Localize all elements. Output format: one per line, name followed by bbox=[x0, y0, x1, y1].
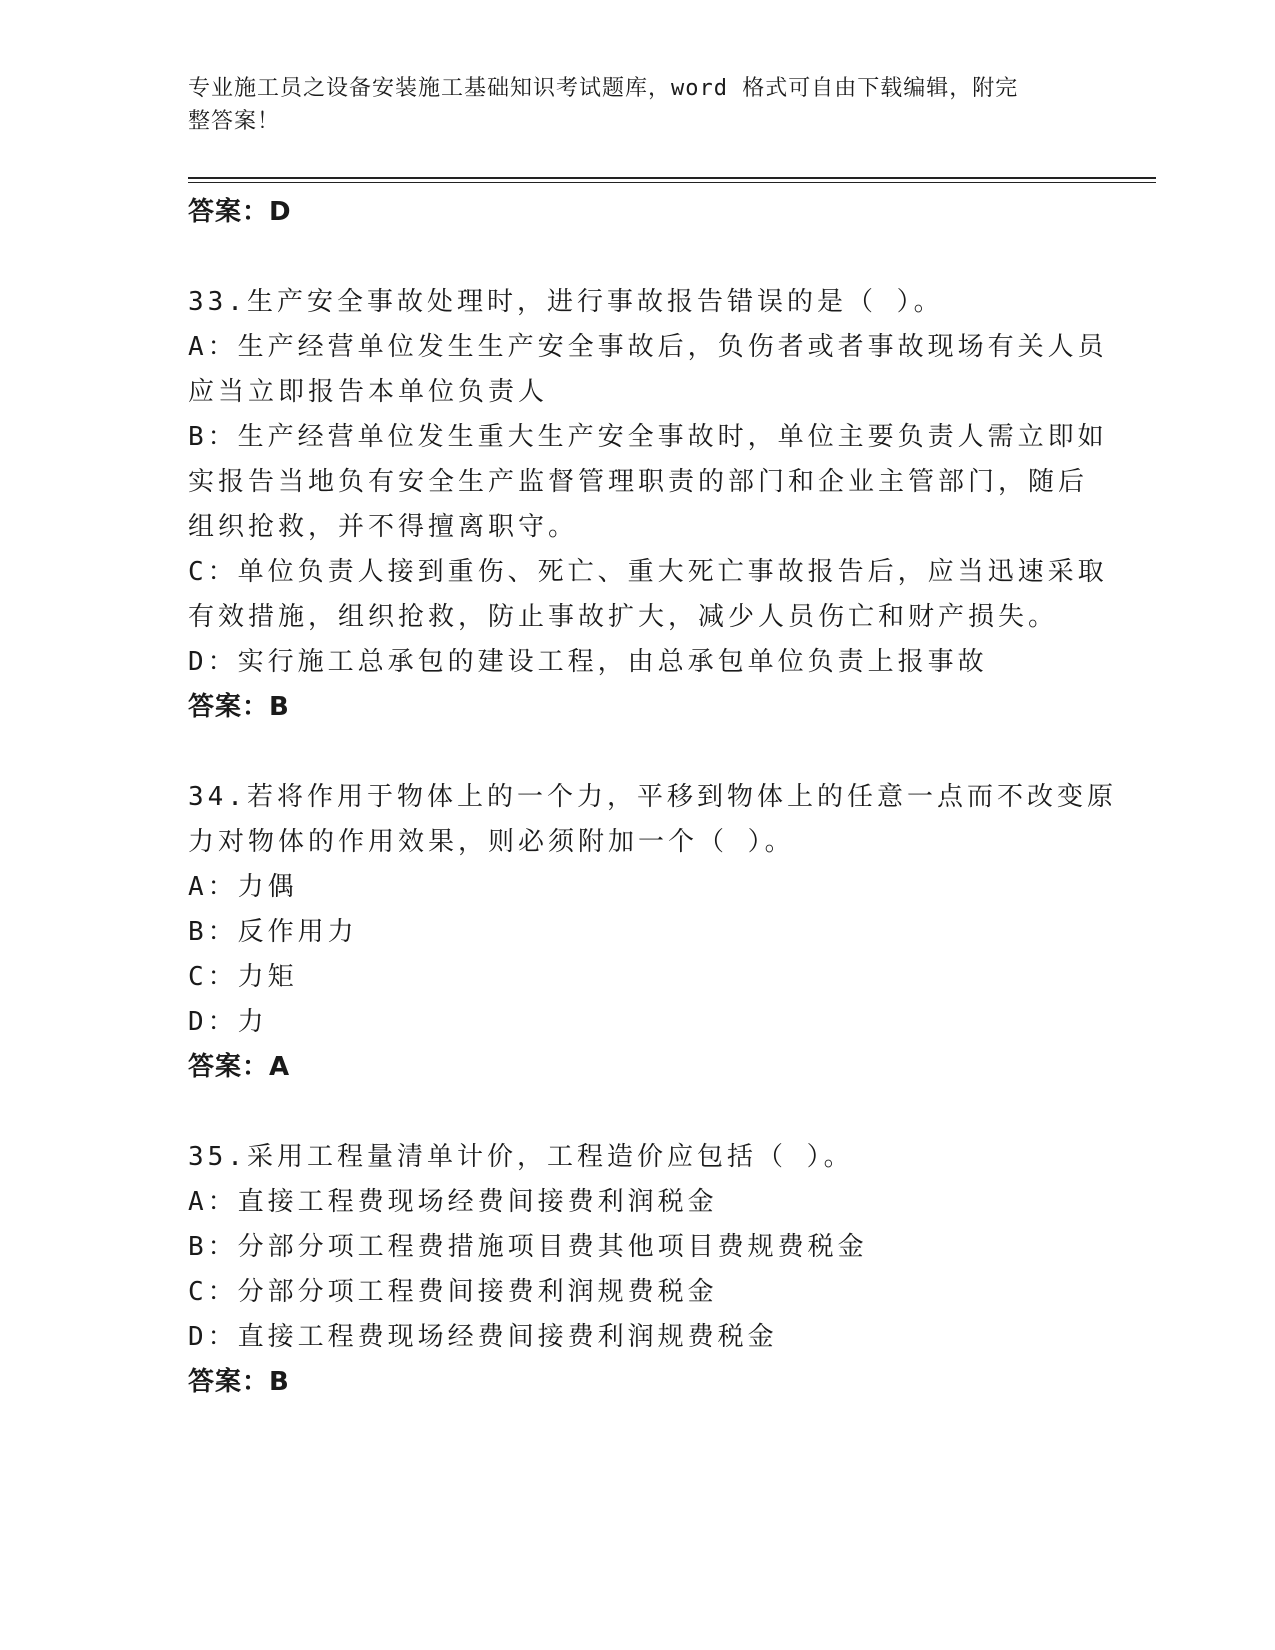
option-a: A：直接工程费现场经费间接费利润税金 bbox=[188, 1187, 718, 1217]
question-block-34 bbox=[188, 775, 1117, 1090]
question-stem-continued: 力对物体的作用效果，则必须附加一个（ ）。 bbox=[188, 827, 795, 857]
option-d: D：实行施工总承包的建设工程，由总承包单位负责上报事故 bbox=[188, 647, 988, 677]
question-stem: 35.采用工程量清单计价，工程造价应包括（ ）。 bbox=[188, 1142, 854, 1172]
header-divider-thin bbox=[188, 182, 1156, 183]
spacer bbox=[188, 730, 1088, 775]
spacer bbox=[188, 235, 1088, 280]
answer-line: 答案：B bbox=[188, 1367, 290, 1397]
question-stem: 34.若将作用于物体上的一个力，平移到物体上的任意一点而不改变原 bbox=[188, 782, 1117, 812]
answer-line: 答案：A bbox=[188, 1052, 291, 1082]
option-c: C：力矩 bbox=[188, 962, 298, 992]
option-b: B：分部分项工程费措施项目费其他项目费规费税金 bbox=[188, 1232, 868, 1262]
answer-line: 答案：B bbox=[188, 692, 290, 722]
option-a: A：生产经营单位发生生产安全事故后，负伤者或者事故现场有关人员 bbox=[188, 332, 1108, 362]
option-b: B：生产经营单位发生重大生产安全事故时，单位主要负责人需立即如 bbox=[188, 422, 1108, 452]
option-a: A：力偶 bbox=[188, 872, 298, 902]
question-block-33 bbox=[188, 280, 1108, 730]
option-b-continued: 实报告当地负有安全生产监督管理职责的部门和企业主管部门，随后 bbox=[188, 467, 1089, 497]
question-block-35 bbox=[188, 1135, 1088, 1405]
option-b: B：反作用力 bbox=[188, 917, 358, 947]
answer-line: 答案：D bbox=[188, 197, 292, 227]
option-d: D：力 bbox=[188, 1007, 268, 1037]
question-content bbox=[188, 190, 1117, 1405]
header-divider-thick bbox=[188, 177, 1156, 179]
option-a-continued: 应当立即报告本单位负责人 bbox=[188, 377, 549, 407]
option-c-continued: 有效措施，组织抢救，防止事故扩大，减少人员伤亡和财产损失。 bbox=[188, 602, 1059, 632]
question-stem: 33.生产安全事故处理时，进行事故报告错误的是（ ）。 bbox=[188, 287, 944, 317]
option-c: C：单位负责人接到重伤、死亡、重大死亡事故报告后，应当迅速采取 bbox=[188, 557, 1108, 587]
spacer bbox=[188, 1090, 1088, 1135]
option-b-continued: 组织抢救，并不得擅离职守。 bbox=[188, 512, 579, 542]
document-header bbox=[188, 72, 1068, 138]
option-c: C：分部分项工程费间接费利润规费税金 bbox=[188, 1277, 718, 1307]
header-line-1: 专业施工员之设备安装施工基础知识考试题库，word 格式可自由下载编辑，附完 bbox=[188, 76, 1019, 101]
header-line-2: 整答案！ bbox=[188, 109, 281, 134]
option-d: D：直接工程费现场经费间接费利润规费税金 bbox=[188, 1322, 778, 1352]
